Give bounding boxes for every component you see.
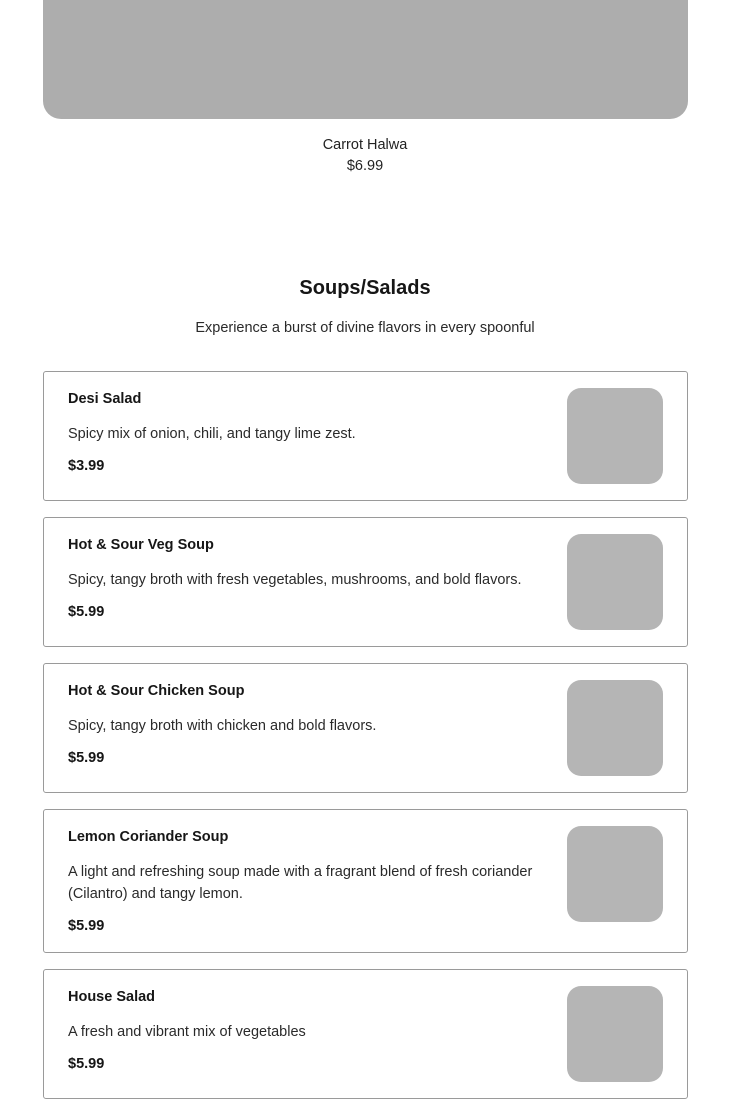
menu-item-card[interactable] [43, 969, 688, 1099]
menu-item-name: Lemon Coriander Soup [68, 829, 229, 845]
featured-item-name: Carrot Halwa [322, 137, 408, 153]
menu-item-image [567, 388, 663, 484]
menu-item-description: A fresh and vibrant mix of vegetables [68, 1024, 306, 1040]
menu-item-name: House Salad [68, 989, 156, 1005]
menu-item-text [68, 682, 548, 767]
menu-item-image [567, 534, 663, 630]
featured-item-price: $6.99 [346, 158, 384, 174]
menu-item-text [68, 828, 548, 935]
section-title: Soups/Salads [299, 277, 431, 299]
featured-item-image[interactable] [43, 0, 688, 119]
menu-item-name: Hot & Sour Veg Soup [68, 537, 214, 553]
menu-item-description: A light and refreshing soup made with a fragrant blend of fresh coriander (Cilantro) and tangy lemon. [68, 864, 533, 902]
menu-item-description: Spicy, tangy broth with chicken and bold flavors. [68, 718, 377, 734]
menu-item-text [68, 536, 548, 621]
menu-item-name: Hot & Sour Chicken Soup [68, 683, 245, 699]
menu-item-image [567, 680, 663, 776]
menu-item-price: $3.99 [68, 458, 105, 474]
menu-item-price: $5.99 [68, 1056, 105, 1072]
menu-item-description: Spicy mix of onion, chili, and tangy lime zest. [68, 426, 356, 442]
menu-item-price: $5.99 [68, 750, 105, 766]
menu-item-image [567, 826, 663, 922]
menu-item-card[interactable] [43, 517, 688, 647]
menu-item-price: $5.99 [68, 604, 105, 620]
menu-item-card[interactable] [43, 809, 688, 953]
menu-item-text [68, 390, 548, 475]
menu-item-description: Spicy, tangy broth with fresh vegetables, mushrooms, and bold flavors. [68, 572, 522, 588]
menu-item-image [567, 986, 663, 1082]
menu-item-price: $5.99 [68, 918, 105, 934]
menu-item-text [68, 988, 548, 1073]
section-subtitle: Experience a burst of divine flavors in every spoonful [195, 320, 535, 336]
menu-item-card[interactable] [43, 371, 688, 501]
menu-item-name: Desi Salad [68, 391, 142, 407]
menu-item-card[interactable] [43, 663, 688, 793]
